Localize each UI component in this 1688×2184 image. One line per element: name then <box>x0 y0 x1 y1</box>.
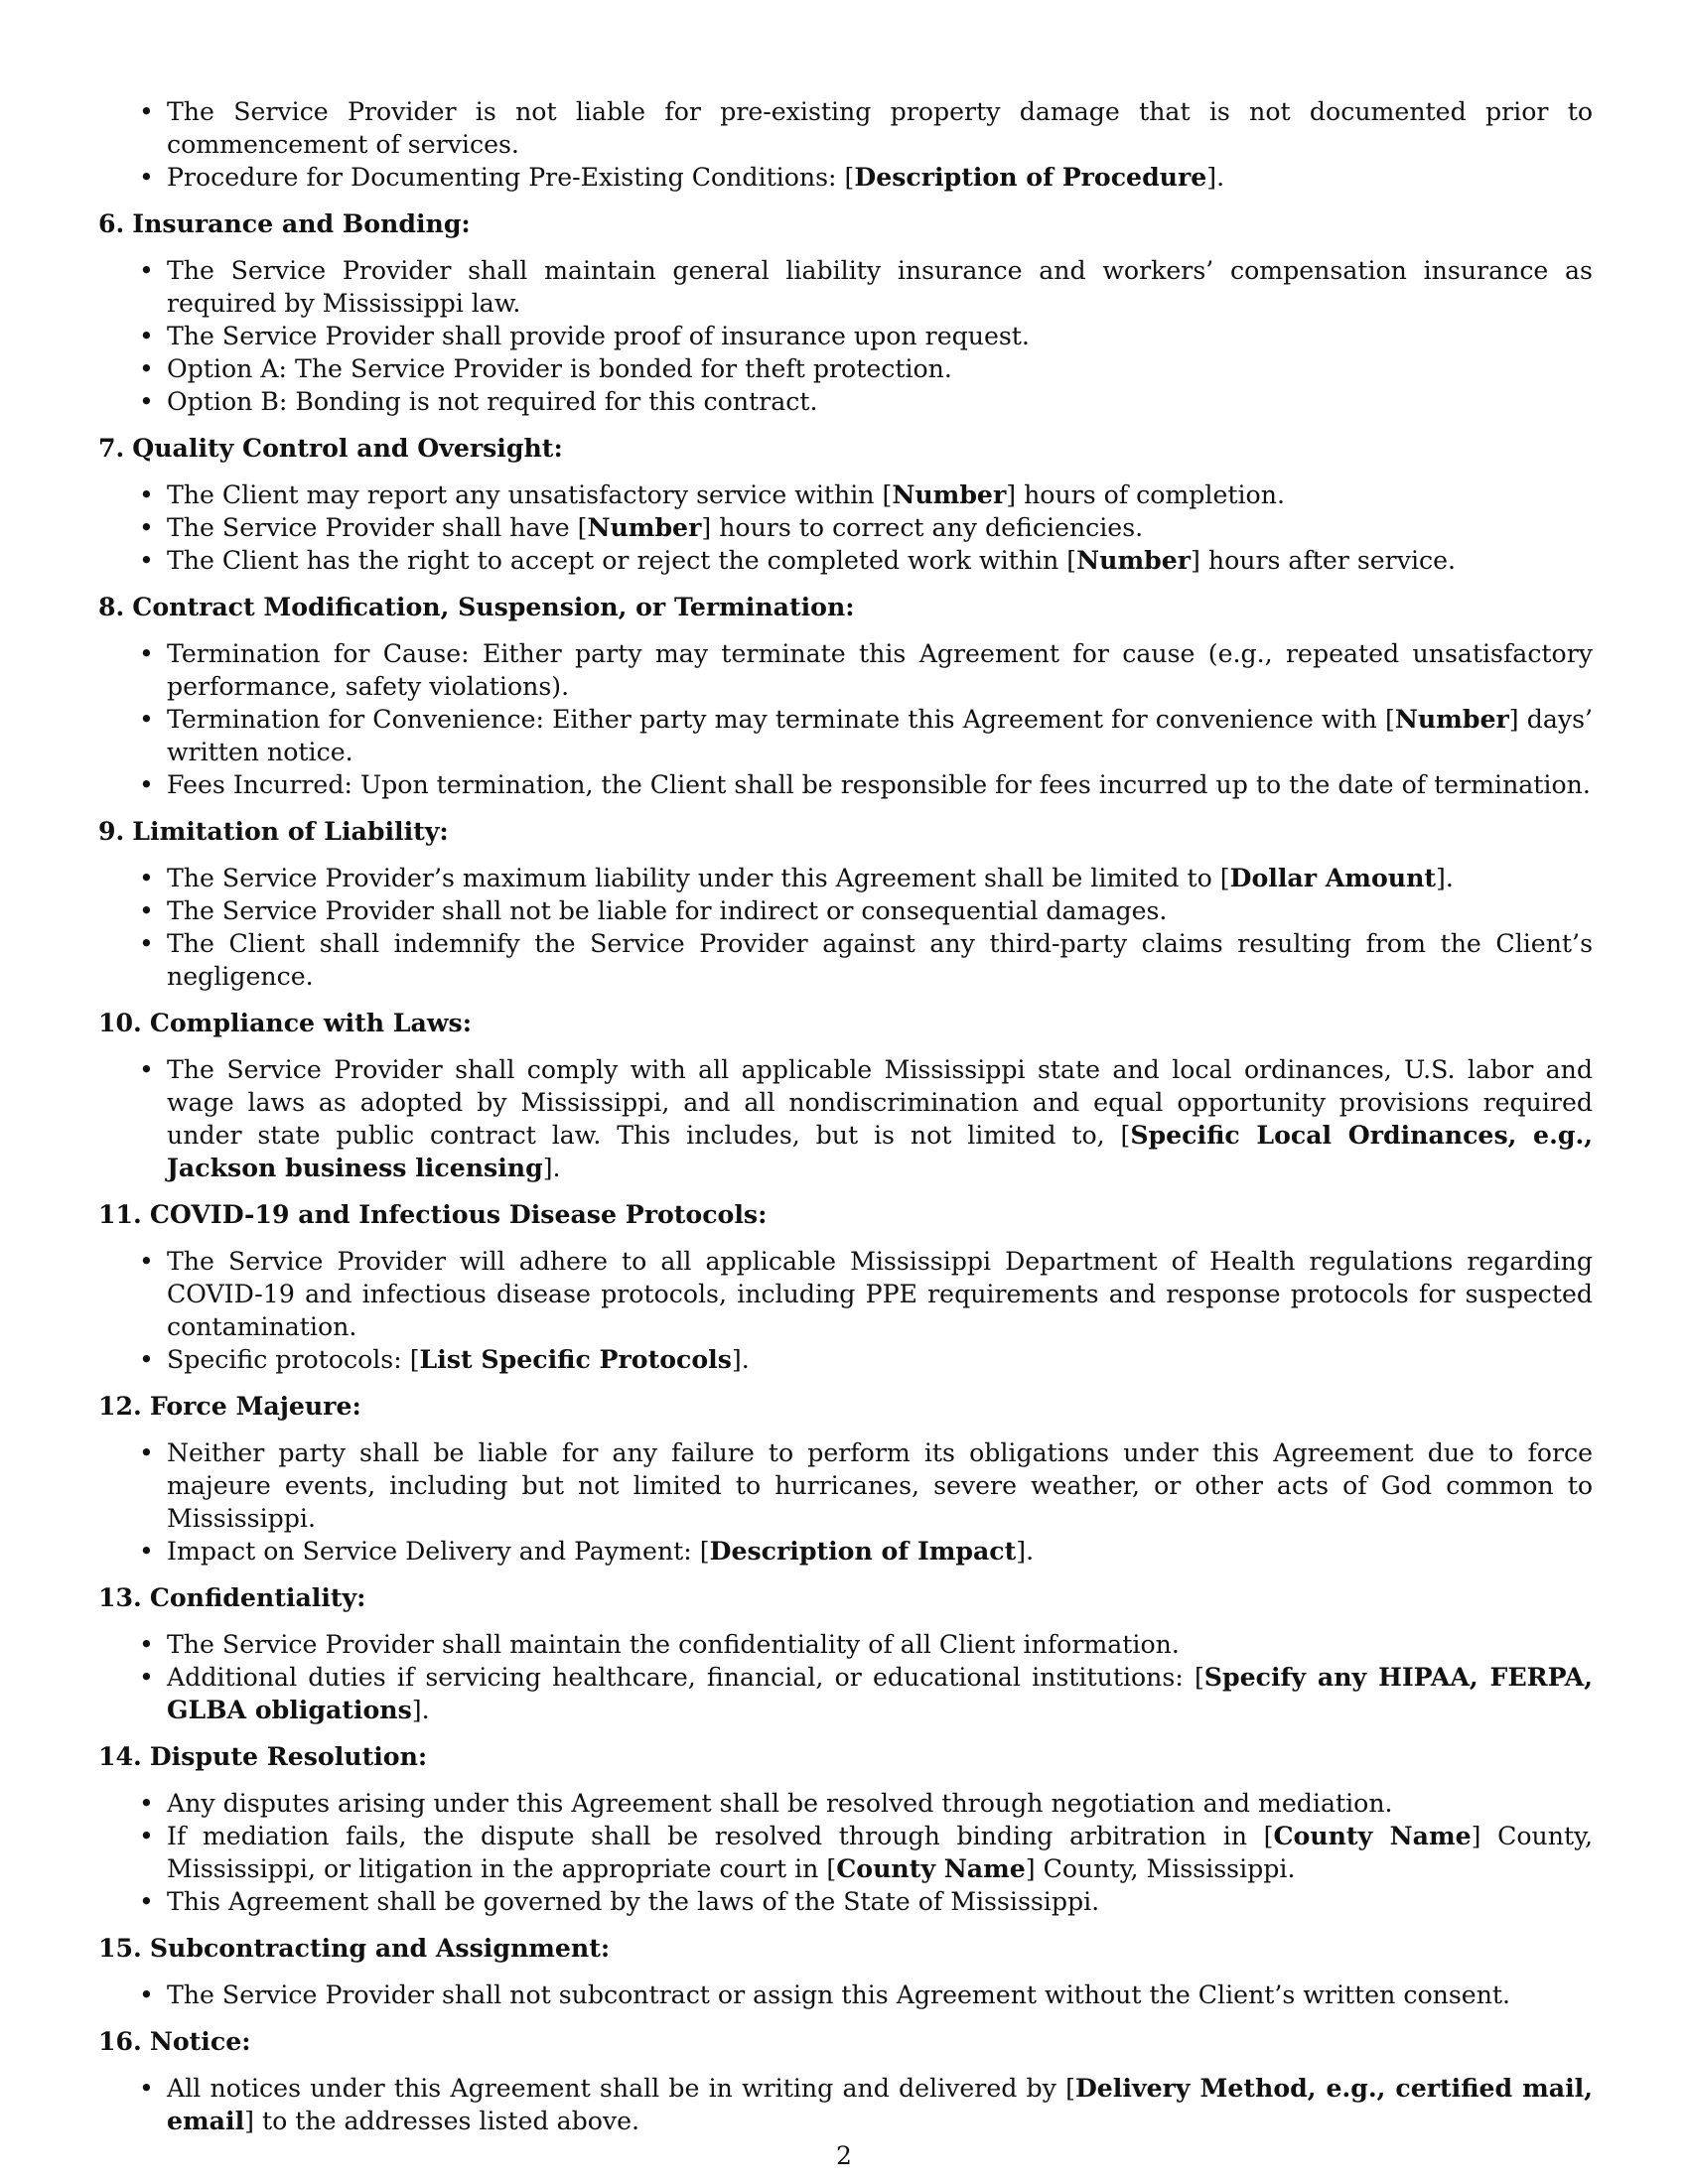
placeholder: Delivery Method, e.g., certified mail, email <box>167 2073 1593 2135</box>
list-item: • The Client has the right to accept or reject the completed work within [Number] hours after service. <box>98 544 1593 577</box>
list-item: • Termination for Cause: Either party may terminate this Agreement for cause (e.g., repeated unsatisfactory performance, safety violations). <box>98 637 1593 703</box>
section-heading-force-majeure: 12. Force Majeure: <box>98 1391 361 1421</box>
list-item: • Specific protocols: [List Specific Protocols]. <box>98 1343 1593 1376</box>
section-list <box>98 1979 1593 2011</box>
section-list <box>98 1787 1593 1918</box>
list-item: • The Service Provider shall maintain the confidentiality of all Client information. <box>98 1628 1593 1661</box>
list-item: • Any disputes arising under this Agreement shall be resolved through negotiation and mediation. <box>98 1787 1593 1820</box>
placeholder: Specific Local Ordinances, e.g., Jackson business licensing <box>167 1120 1593 1182</box>
placeholder: County Name <box>1273 1821 1472 1850</box>
list-item: • The Service Provider is not liable for pre-existing property damage that is not documented prior to commencement of services. <box>98 95 1593 161</box>
list-item: • This Agreement shall be governed by the laws of the State of Mississippi. <box>98 1885 1593 1918</box>
list-item: • Impact on Service Delivery and Payment: [Description of Impact]. <box>98 1535 1593 1568</box>
list-item: • The Service Provider shall not be liable for indirect or consequential damages. <box>98 894 1593 927</box>
section-heading-liability: 9. Limitation of Liability: <box>98 816 449 846</box>
list-item: • The Service Provider shall not subcontract or assign this Agreement without the Client’s written consent. <box>98 1979 1593 2011</box>
placeholder: Description of Procedure <box>854 162 1207 192</box>
intro-list <box>98 95 1593 194</box>
section-heading-notice: 16. Notice: <box>98 2026 251 2056</box>
list-item: • All notices under this Agreement shall be in writing and delivered by [Delivery Method, e.g., certified mail, email] to the addresses listed above. <box>98 2072 1593 2137</box>
section-heading-dispute: 14. Dispute Resolution: <box>98 1741 428 1771</box>
section-list <box>98 478 1593 577</box>
list-item: • Fees Incurred: Upon termination, the Client shall be responsible for fees incurred up to the date of termination. <box>98 768 1593 801</box>
section-heading-confidentiality: 13. Confidentiality: <box>98 1582 366 1612</box>
list-item: • The Service Provider shall have [Number] hours to correct any deficiencies. <box>98 511 1593 544</box>
section-list <box>98 254 1593 418</box>
list-item: • Option A: The Service Provider is bonded for theft protection. <box>98 352 1593 385</box>
section-heading-insurance: 6. Insurance and Bonding: <box>98 208 471 238</box>
placeholder: County Name <box>836 1853 1026 1883</box>
placeholder: Description of Impact <box>709 1536 1017 1566</box>
page-number: 2 <box>836 2141 852 2170</box>
section-list <box>98 637 1593 801</box>
list-item: • If mediation fails, the dispute shall be resolved through binding arbitration in [County Name] County, Mississippi, or litigation in the appropriate court in [County Name] County, Mississippi. <box>98 1820 1593 1885</box>
placeholder: Number <box>892 479 1007 509</box>
list-item: • Additional duties if servicing healthcare, financial, or educational institutions: [Specify any HIPAA, FERPA, GLBA obligations]. <box>98 1661 1593 1726</box>
section-list <box>98 1628 1593 1726</box>
section-list <box>98 1245 1593 1376</box>
section-heading-termination: 8. Contract Modification, Suspension, or Termination: <box>98 592 855 621</box>
placeholder: Number <box>587 512 702 542</box>
placeholder: Number <box>1076 545 1192 575</box>
section-heading-subcontracting: 15. Subcontracting and Assignment: <box>98 1933 611 1963</box>
section-list <box>98 862 1593 993</box>
list-item: • Termination for Convenience: Either party may terminate this Agreement for convenience with [Number] days’ written notice. <box>98 703 1593 768</box>
list-item: • Neither party shall be liable for any failure to perform its obligations under this Agreement due to force majeure events, including but not limited to hurricanes, severe weather, or other acts of God common to Mississippi. <box>98 1436 1593 1535</box>
list-item: • The Client may report any unsatisfactory service within [Number] hours of completion. <box>98 478 1593 511</box>
list-item: • The Service Provider will adhere to all applicable Mississippi Department of Health regulations regarding COVID-19 and infectious disease protocols, including PPE requirements and response protocols for suspected contamination. <box>98 1245 1593 1343</box>
list-item: • The Service Provider’s maximum liability under this Agreement shall be limited to [Dollar Amount]. <box>98 862 1593 894</box>
document-page <box>98 95 1593 2137</box>
placeholder: Number <box>1394 704 1509 734</box>
section-heading-covid: 11. COVID-19 and Infectious Disease Protocols: <box>98 1199 768 1229</box>
placeholder: List Specific Protocols <box>419 1344 732 1374</box>
list-item: • The Service Provider shall maintain general liability insurance and workers’ compensation insurance as required by Mississippi law. <box>98 254 1593 320</box>
list-item: • The Service Provider shall provide proof of insurance upon request. <box>98 320 1593 352</box>
list-item: • Procedure for Documenting Pre-Existing Conditions: [Description of Procedure]. <box>98 161 1593 194</box>
section-list <box>98 2072 1593 2137</box>
section-list <box>98 1053 1593 1184</box>
list-item: • The Client shall indemnify the Service Provider against any third-party claims resulting from the Client’s negligence. <box>98 927 1593 993</box>
placeholder: Dollar Amount <box>1229 863 1437 892</box>
list-item: • The Service Provider shall comply with all applicable Mississippi state and local ordinances, U.S. labor and wage laws as adopted by Mississippi, and all nondiscrimination and equal opportunity provisions required under state public contract law. This includes, but is not limited to, [Specific Local Ordinances, e.g., Jackson business licensing]. <box>98 1053 1593 1184</box>
placeholder: Specify any HIPAA, FERPA, GLBA obligations <box>167 1662 1593 1724</box>
list-item: • Option B: Bonding is not required for this contract. <box>98 385 1593 418</box>
section-list <box>98 1436 1593 1568</box>
section-heading-compliance: 10. Compliance with Laws: <box>98 1008 472 1037</box>
section-heading-quality-control: 7. Quality Control and Oversight: <box>98 433 563 463</box>
